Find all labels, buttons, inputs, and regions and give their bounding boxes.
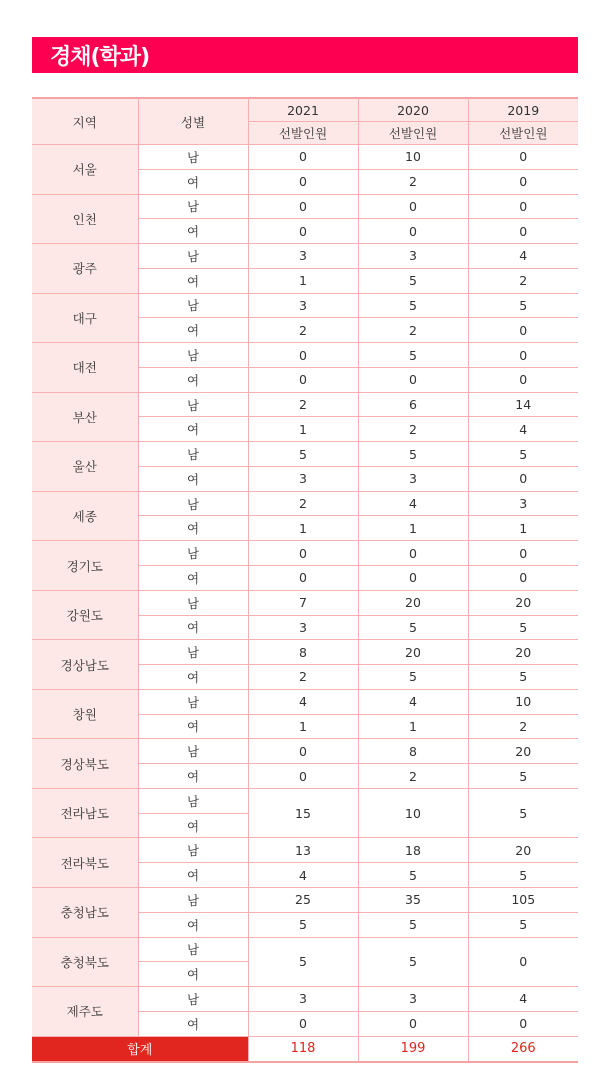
- value-cell: 4: [468, 244, 578, 269]
- value-cell: 20: [468, 838, 578, 863]
- value-cell: 3: [248, 615, 358, 640]
- value-cell: 1: [358, 516, 468, 541]
- value-cell: 2: [468, 714, 578, 739]
- gender-cell: 여: [138, 466, 248, 491]
- region-name: 세종: [32, 491, 138, 541]
- value-cell: 2: [248, 318, 358, 343]
- gender-cell: 여: [138, 912, 248, 937]
- table-row: [32, 293, 578, 318]
- value-cell: 10: [468, 689, 578, 714]
- value-cell: 20: [358, 590, 468, 615]
- value-cell: 0: [248, 739, 358, 764]
- gender-cell: 여: [138, 665, 248, 690]
- value-cell: 5: [468, 863, 578, 888]
- value-cell: 0: [248, 219, 358, 244]
- region-name: 서울: [32, 145, 138, 195]
- value-cell: 0: [468, 169, 578, 194]
- value-cell: 8: [248, 640, 358, 665]
- gender-cell: 남: [138, 887, 248, 912]
- value-cell: 10: [358, 788, 468, 838]
- total-label: 합계: [32, 1036, 248, 1062]
- header-sub: 선발인원: [248, 122, 358, 145]
- value-cell: 0: [468, 219, 578, 244]
- value-cell: 3: [358, 244, 468, 269]
- gender-cell: 여: [138, 764, 248, 789]
- total-value: 199: [358, 1036, 468, 1062]
- value-cell: 0: [358, 566, 468, 591]
- value-cell: 2: [358, 169, 468, 194]
- gender-cell: 남: [138, 392, 248, 417]
- gender-cell: 여: [138, 318, 248, 343]
- value-cell: 5: [358, 615, 468, 640]
- value-cell: 5: [468, 442, 578, 467]
- table-row: [32, 887, 578, 912]
- value-cell: 0: [248, 367, 358, 392]
- table-row: [32, 392, 578, 417]
- gender-cell: 여: [138, 516, 248, 541]
- gender-cell: 남: [138, 788, 248, 813]
- value-cell: 1: [248, 268, 358, 293]
- value-cell: 2: [468, 268, 578, 293]
- value-cell: 0: [248, 194, 358, 219]
- recruitment-table: [32, 97, 578, 1063]
- value-cell: 2: [248, 665, 358, 690]
- region-name: 경상남도: [32, 640, 138, 690]
- value-cell: 0: [248, 1011, 358, 1036]
- value-cell: 4: [248, 689, 358, 714]
- value-cell: 3: [358, 987, 468, 1012]
- value-cell: 0: [468, 318, 578, 343]
- value-cell: 0: [358, 367, 468, 392]
- page-title: 경채(학과): [50, 45, 150, 70]
- region-name: 충청남도: [32, 887, 138, 937]
- header-gender: 성별: [138, 98, 248, 145]
- value-cell: 2: [248, 392, 358, 417]
- value-cell: 0: [248, 541, 358, 566]
- region-name: 부산: [32, 392, 138, 442]
- table-row: [32, 788, 578, 813]
- header-year: 2019: [468, 98, 578, 122]
- gender-cell: 남: [138, 343, 248, 368]
- value-cell: 3: [248, 293, 358, 318]
- value-cell: 0: [248, 566, 358, 591]
- region-name: 제주도: [32, 987, 138, 1037]
- table-body: [32, 145, 578, 1037]
- total-value: 266: [468, 1036, 578, 1062]
- value-cell: 0: [468, 194, 578, 219]
- gender-cell: 여: [138, 219, 248, 244]
- value-cell: 5: [248, 912, 358, 937]
- value-cell: 105: [468, 887, 578, 912]
- value-cell: 1: [358, 714, 468, 739]
- gender-cell: 남: [138, 937, 248, 962]
- value-cell: 2: [248, 491, 358, 516]
- value-cell: 3: [358, 466, 468, 491]
- gender-cell: 남: [138, 689, 248, 714]
- value-cell: 6: [358, 392, 468, 417]
- gender-cell: 여: [138, 566, 248, 591]
- table-row: [32, 194, 578, 219]
- value-cell: 8: [358, 739, 468, 764]
- region-name: 울산: [32, 442, 138, 492]
- value-cell: 20: [468, 590, 578, 615]
- value-cell: 5: [358, 343, 468, 368]
- region-name: 인천: [32, 194, 138, 244]
- gender-cell: 남: [138, 640, 248, 665]
- value-cell: 2: [358, 318, 468, 343]
- region-name: 전라북도: [32, 838, 138, 888]
- total-value: 118: [248, 1036, 358, 1062]
- header-year: 2020: [358, 98, 468, 122]
- table-row: [32, 244, 578, 269]
- value-cell: 0: [248, 169, 358, 194]
- value-cell: 0: [358, 194, 468, 219]
- region-name: 창원: [32, 689, 138, 739]
- table-row: [32, 442, 578, 467]
- gender-cell: 남: [138, 244, 248, 269]
- gender-cell: 남: [138, 739, 248, 764]
- title-bar: [32, 37, 578, 73]
- value-cell: 0: [468, 367, 578, 392]
- gender-cell: 남: [138, 491, 248, 516]
- gender-cell: 남: [138, 145, 248, 170]
- region-name: 대전: [32, 343, 138, 393]
- value-cell: 0: [248, 764, 358, 789]
- gender-cell: 남: [138, 590, 248, 615]
- header-year: 2021: [248, 98, 358, 122]
- value-cell: 5: [248, 937, 358, 987]
- gender-cell: 여: [138, 169, 248, 194]
- value-cell: 5: [468, 912, 578, 937]
- value-cell: 20: [468, 739, 578, 764]
- value-cell: 5: [358, 442, 468, 467]
- gender-cell: 여: [138, 714, 248, 739]
- table-row: [32, 640, 578, 665]
- value-cell: 7: [248, 590, 358, 615]
- value-cell: 5: [358, 268, 468, 293]
- table-row: [32, 541, 578, 566]
- table-row: [32, 689, 578, 714]
- value-cell: 20: [358, 640, 468, 665]
- value-cell: 0: [468, 466, 578, 491]
- gender-cell: 남: [138, 987, 248, 1012]
- region-name: 대구: [32, 293, 138, 343]
- gender-cell: 여: [138, 417, 248, 442]
- value-cell: 0: [248, 145, 358, 170]
- value-cell: 0: [468, 541, 578, 566]
- value-cell: 10: [358, 145, 468, 170]
- value-cell: 13: [248, 838, 358, 863]
- region-name: 전라남도: [32, 788, 138, 838]
- value-cell: 5: [468, 665, 578, 690]
- value-cell: 2: [358, 417, 468, 442]
- value-cell: 4: [358, 689, 468, 714]
- region-name: 강원도: [32, 590, 138, 640]
- value-cell: 3: [248, 244, 358, 269]
- value-cell: 25: [248, 887, 358, 912]
- value-cell: 3: [468, 491, 578, 516]
- value-cell: 5: [468, 293, 578, 318]
- gender-cell: 남: [138, 838, 248, 863]
- value-cell: 1: [468, 516, 578, 541]
- table-row: [32, 987, 578, 1012]
- value-cell: 0: [358, 1011, 468, 1036]
- value-cell: 5: [468, 615, 578, 640]
- value-cell: 0: [468, 343, 578, 368]
- value-cell: 3: [248, 987, 358, 1012]
- value-cell: 4: [468, 417, 578, 442]
- gender-cell: 여: [138, 1011, 248, 1036]
- value-cell: 2: [358, 764, 468, 789]
- value-cell: 5: [358, 863, 468, 888]
- value-cell: 5: [248, 442, 358, 467]
- value-cell: 18: [358, 838, 468, 863]
- gender-cell: 여: [138, 615, 248, 640]
- gender-cell: 남: [138, 293, 248, 318]
- value-cell: 0: [468, 145, 578, 170]
- value-cell: 0: [248, 343, 358, 368]
- value-cell: 5: [358, 293, 468, 318]
- gender-cell: 여: [138, 367, 248, 392]
- value-cell: 4: [358, 491, 468, 516]
- value-cell: 0: [468, 566, 578, 591]
- value-cell: 3: [248, 466, 358, 491]
- value-cell: 0: [468, 1011, 578, 1036]
- value-cell: 35: [358, 887, 468, 912]
- value-cell: 1: [248, 516, 358, 541]
- table-row: [32, 491, 578, 516]
- value-cell: 0: [358, 541, 468, 566]
- value-cell: 20: [468, 640, 578, 665]
- value-cell: 15: [248, 788, 358, 838]
- value-cell: 5: [468, 788, 578, 838]
- gender-cell: 여: [138, 268, 248, 293]
- value-cell: 5: [358, 912, 468, 937]
- gender-cell: 여: [138, 962, 248, 987]
- value-cell: 0: [468, 937, 578, 987]
- header-sub: 선발인원: [468, 122, 578, 145]
- value-cell: 5: [468, 764, 578, 789]
- table-row: [32, 145, 578, 170]
- value-cell: 4: [248, 863, 358, 888]
- region-name: 경기도: [32, 541, 138, 591]
- gender-cell: 남: [138, 194, 248, 219]
- value-cell: 1: [248, 714, 358, 739]
- value-cell: 0: [358, 219, 468, 244]
- header-region: 지역: [32, 98, 138, 145]
- value-cell: 5: [358, 937, 468, 987]
- value-cell: 5: [358, 665, 468, 690]
- table-row: [32, 838, 578, 863]
- table-row: [32, 937, 578, 962]
- table-row: [32, 590, 578, 615]
- value-cell: 1: [248, 417, 358, 442]
- gender-cell: 남: [138, 442, 248, 467]
- header-sub: 선발인원: [358, 122, 468, 145]
- region-name: 경상북도: [32, 739, 138, 789]
- region-name: 광주: [32, 244, 138, 294]
- gender-cell: 여: [138, 813, 248, 838]
- table-row: [32, 739, 578, 764]
- value-cell: 14: [468, 392, 578, 417]
- gender-cell: 남: [138, 541, 248, 566]
- value-cell: 4: [468, 987, 578, 1012]
- total-row: [32, 1036, 578, 1062]
- table-row: [32, 343, 578, 368]
- region-name: 충청북도: [32, 937, 138, 987]
- gender-cell: 여: [138, 863, 248, 888]
